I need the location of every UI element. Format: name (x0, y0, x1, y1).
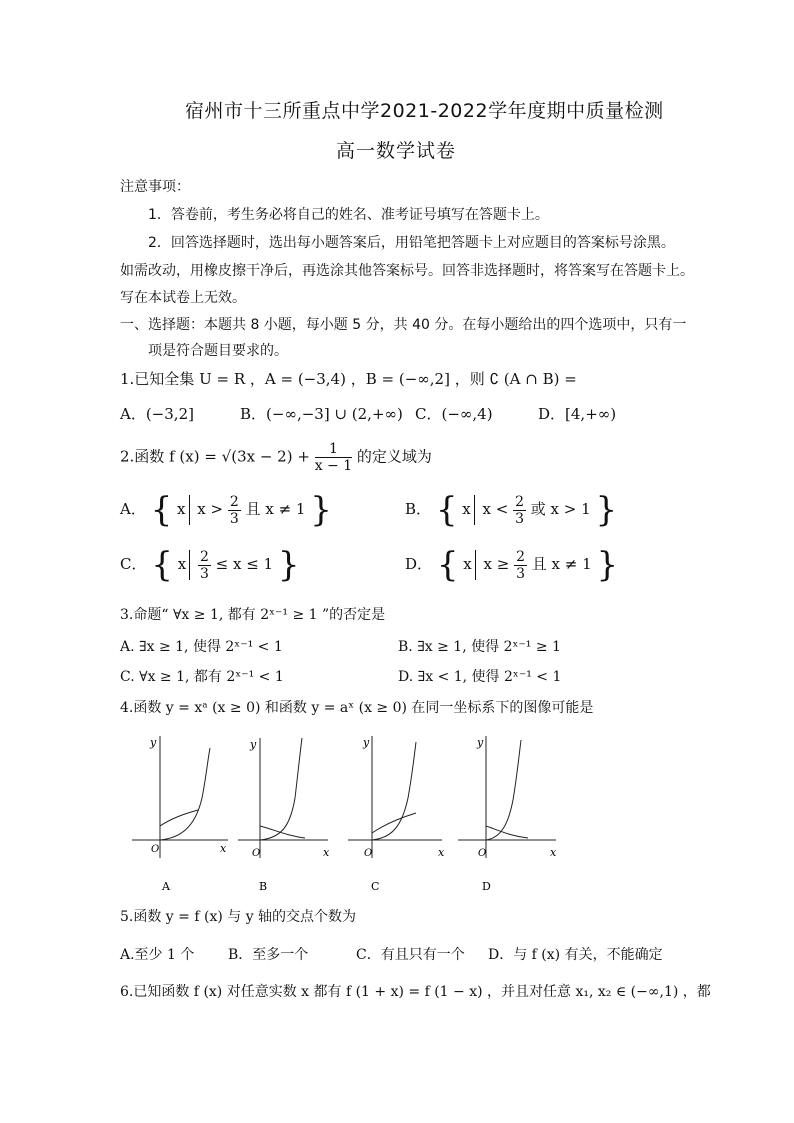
right-brace: } (596, 545, 619, 585)
power-curve (160, 748, 210, 840)
set-bar (189, 495, 190, 525)
question-5-option-b: B．至多一个 (228, 947, 309, 963)
set-cond-post: 或 x > 1 (530, 500, 591, 518)
fraction-two-thirds (198, 549, 211, 582)
notes-item-2-line-3: 写在本试卷上无效。 (120, 290, 246, 306)
left-brace: { (150, 490, 173, 530)
question-6-stem: 6.已知函数 f (x) 对任意实数 x 都有 f (1 + x) = f (1 − x) ，并且对任意 x₁, x₂ ∈ (−∞,1) ，都 (120, 984, 711, 1000)
question-5-option-a: A.至少 1 个 (120, 947, 195, 963)
frac-num: 2 (229, 493, 239, 510)
x-axis-label: x (323, 846, 330, 859)
question-3-option-d: D. ∃x < 1, 使得 2ˣ⁻¹ < 1 (398, 669, 562, 685)
question-1-option-d: D．[4,+∞) (538, 405, 617, 423)
set-bar (475, 550, 476, 580)
notes-heading: 注意事项： (120, 179, 190, 195)
origin-label: O (151, 844, 160, 855)
question-5-stem: 5.函数 y = f (x) 与 y 轴的交点个数为 (120, 909, 357, 925)
left-brace: { (435, 490, 458, 530)
set-cond-pre: x > (197, 500, 228, 518)
frac-den: 3 (199, 565, 209, 582)
set-cond-pre: x ≥ (483, 555, 515, 573)
question-3-option-a: A. ∃x ≥ 1, 使得 2ˣ⁻¹ < 1 (120, 639, 283, 655)
graph-c-label: C (371, 880, 380, 893)
question-1-stem: 1.已知全集 U = R ，A = (−3,4) ，B = (−∞,2] ，则 ∁ (A ∩ B) = (120, 370, 577, 388)
graph-d (458, 736, 557, 893)
frac-num: 2 (515, 493, 524, 510)
question-5-option-d: D．与 f (x) 有关，不能确定 (488, 947, 663, 963)
notes-item-2-line-1: 2．回答选择题时，选出每小题答案后，用铅笔把答题卡上对应题目的答案标号涂黑。 (148, 235, 675, 251)
question-3-stem: 3.命题“ ∀x ≥ 1, 都有 2ˣ⁻¹ ≥ 1 ”的否定是 (120, 607, 386, 623)
set-bar (189, 550, 190, 580)
frac-den: 3 (229, 510, 239, 527)
graph-a (132, 736, 228, 893)
notes-item-2-line-2: 如需改动，用橡皮擦干净后，再选涂其他答案标号。回答非选择题时，将答案写在答题卡上。 (120, 263, 694, 279)
question-2-fraction-num: 1 (315, 441, 352, 458)
option-label: D． (405, 555, 433, 573)
set-var: x (463, 555, 472, 573)
left-brace: { (151, 545, 173, 585)
section-heading-line-2: 项是符合题目要求的。 (148, 343, 288, 359)
graph-a-label: A (162, 880, 170, 893)
question-2-option-d (405, 545, 618, 585)
y-axis-label: y (477, 736, 484, 749)
power-curve (260, 738, 302, 840)
question-1-option-c: C．(−∞,4) (415, 405, 493, 423)
set-cond-post: 且 x ≠ 1 (531, 555, 592, 573)
fraction-two-thirds (514, 549, 527, 582)
exam-title: 宿州市十三所重点中学2021-2022学年度期中质量检测 (185, 100, 664, 122)
question-2-option-b (405, 490, 617, 530)
frac-den: 3 (515, 510, 524, 527)
y-axis-label: y (363, 736, 370, 749)
graph-b (238, 738, 330, 893)
fraction-two-thirds (513, 494, 526, 527)
question-2-stem (120, 441, 432, 474)
frac-num: 2 (516, 548, 525, 565)
set-cond-post: 且 x ≠ 1 (245, 500, 306, 518)
set-var: x (177, 500, 186, 518)
question-2-option-c (120, 545, 300, 585)
exp-curve (160, 810, 198, 826)
question-5-option-c: C．有且只有一个 (356, 947, 465, 963)
exam-subtitle: 高一数学试卷 (336, 140, 457, 162)
question-2-option-a (120, 490, 332, 530)
power-curve (486, 740, 521, 840)
graph-b-label: B (259, 880, 268, 893)
question-1-option-a: A．(−3,2] (120, 405, 194, 423)
origin-label: O (364, 848, 373, 859)
question-3-option-b: B. ∃x ≥ 1, 使得 2ˣ⁻¹ ≥ 1 (398, 639, 561, 655)
right-brace: } (310, 490, 332, 530)
set-bar (474, 495, 475, 525)
option-label: B． (405, 500, 432, 518)
origin-label: O (252, 848, 261, 859)
frac-den: 3 (516, 565, 525, 582)
set-cond-pre: x < (482, 500, 514, 518)
question-2-stem-post: 的定义域为 (356, 447, 432, 466)
section-heading-line-1: 一、选择题：本题共 8 小题，每小题 5 分，共 40 分。在每小题给出的四个选项中，只有一 (120, 317, 687, 333)
fraction-two-thirds (228, 494, 241, 527)
option-label: C． (120, 555, 147, 573)
power-curve (372, 742, 416, 840)
question-4-graphs (120, 728, 570, 896)
set-var: x (462, 500, 471, 518)
x-axis-label: x (220, 842, 227, 855)
y-axis-label: y (250, 738, 257, 751)
x-axis-label: x (550, 846, 557, 859)
set-cond-post: ≤ x ≤ 1 (215, 555, 274, 573)
origin-label: O (478, 848, 487, 859)
graph-d-label: D (482, 880, 491, 893)
graph-c (348, 736, 445, 893)
question-1-option-b: B．(−∞,−3] ∪ (2,+∞) (240, 405, 403, 423)
question-2-fraction-den: x − 1 (314, 458, 353, 474)
question-2-fraction (315, 441, 352, 474)
y-axis-label: y (150, 736, 157, 749)
x-axis-label: x (438, 846, 445, 859)
set-var: x (177, 555, 187, 573)
question-4-stem: 4.函数 y = xᵃ (x ≥ 0) 和函数 y = aˣ (x ≥ 0) 在同一坐标系下的图像可能是 (120, 700, 594, 716)
question-3-option-c: C. ∀x ≥ 1, 都有 2ˣ⁻¹ < 1 (120, 669, 284, 685)
exp-curve (260, 826, 305, 838)
question-2-stem-pre: 2.函数 f (x) = √(3x − 2) + (120, 447, 310, 466)
notes-item-1: 1．答卷前，考生务必将自己的姓名、准考证号填写在答题卡上。 (148, 207, 549, 223)
right-brace: } (277, 545, 300, 585)
frac-num: 2 (199, 548, 209, 565)
right-brace: } (595, 490, 618, 530)
option-label: A． (120, 500, 146, 518)
left-brace: { (436, 545, 459, 585)
exp-curve (486, 826, 528, 838)
